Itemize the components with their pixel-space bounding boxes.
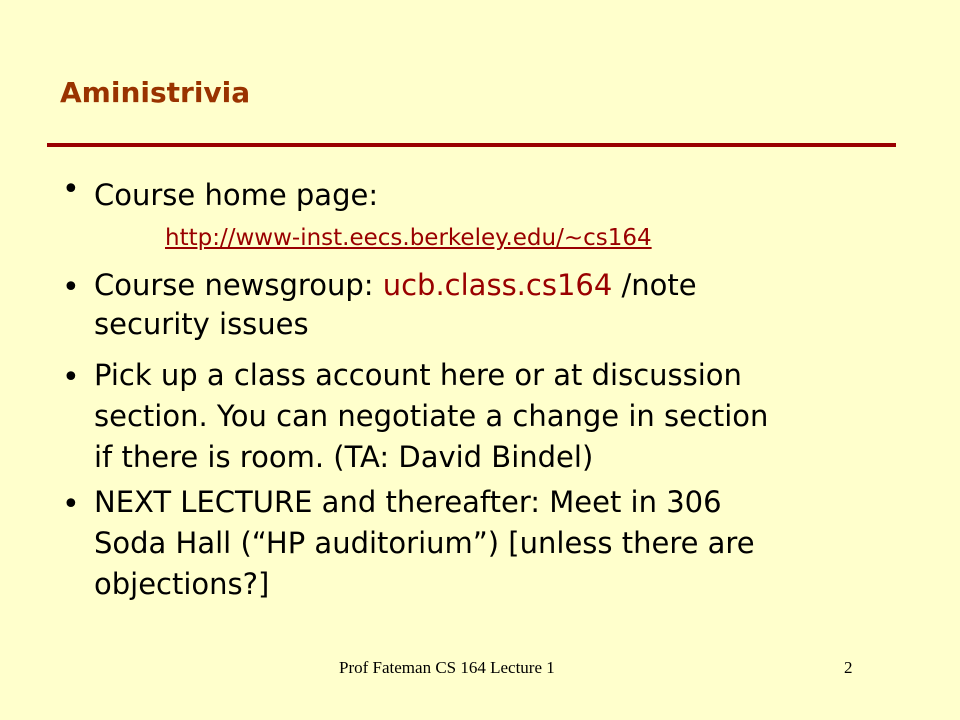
bullet-4-line-3: objections?] [94,567,270,601]
bullet-3-line-3: if there is room. (TA: David Bindel) [94,440,594,474]
bullet-1-text: Course home page: [94,178,379,212]
course-home-link[interactable]: http://www-inst.eecs.berkeley.edu/~cs164 [165,225,652,251]
bullet-4-line-2: Soda Hall (“HP auditorium”) [unless there are [94,526,755,560]
bullet-marker-2: • [62,270,80,305]
slide-title: Aministrivia [60,76,251,109]
bullet-4-line-1: NEXT LECTURE and thereafter: Meet in 306 [94,485,722,519]
newsgroup-name: ucb.class.cs164 [382,268,613,302]
bullet-2-line-2: security issues [94,307,309,341]
bullet-3-line-2: section. You can negotiate a change in section [94,399,769,433]
bullet-marker-3: • [62,360,80,395]
bullet-marker-1: • [62,172,80,207]
bullet-2-prefix: Course newsgroup: [94,268,383,302]
bullet-2-line-1 [94,266,697,305]
bullet-2-suffix: /note [612,268,697,302]
page-number: 2 [844,658,853,677]
bullet-marker-4: • [62,487,80,522]
bullet-3-line-1: Pick up a class account here or at discussion [94,358,742,392]
title-divider [47,143,896,147]
footer-caption: Prof Fateman CS 164 Lecture 1 [339,658,555,677]
